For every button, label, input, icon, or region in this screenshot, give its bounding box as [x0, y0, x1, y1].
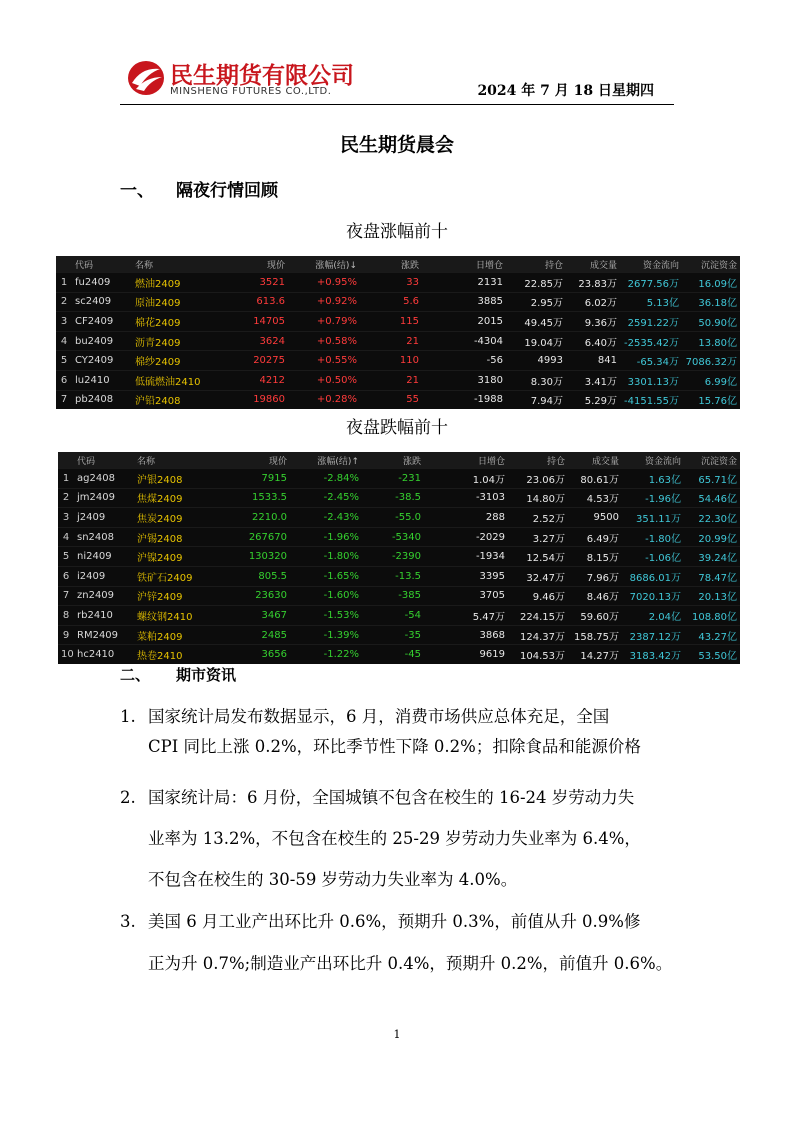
column-header-pct[interactable]: 涨幅(结)↓ [288, 256, 360, 273]
cell-index: 2 [56, 292, 72, 312]
cell-pct: -2.43% [290, 508, 362, 528]
cell-change: -35 [362, 625, 424, 645]
cell-pct: -2.45% [290, 488, 362, 508]
cell-price: 2485 [228, 625, 290, 645]
section-title: 期市资讯 [176, 666, 237, 684]
cell-fund-flow: -1.96亿 [622, 488, 684, 508]
cell-pct: -1.60% [290, 586, 362, 606]
cell-volume: 8.46万 [568, 586, 622, 606]
cell-change: -5340 [362, 527, 424, 547]
column-header-open-interest[interactable]: 持仓 [506, 256, 566, 273]
cell-oi-change: -4304 [422, 331, 506, 351]
cell-oi-change: -3103 [424, 488, 508, 508]
report-date: 2024 年 7 月 18 日星期四 [477, 83, 654, 99]
cell-volume: 9.36万 [566, 312, 620, 332]
section-heading-futures-news [120, 664, 236, 685]
cell-code: bu2409 [72, 331, 132, 351]
cell-fund-flow: -65.34万 [620, 351, 682, 371]
header-index [58, 452, 74, 469]
cell-name: 热卷2410 [134, 645, 228, 664]
cell-deposit: 6.99亿 [682, 370, 740, 390]
table-row[interactable] [56, 292, 740, 312]
section-heading-market-review [120, 176, 278, 201]
cell-change: 33 [360, 273, 422, 293]
cell-change: 21 [360, 370, 422, 390]
table-row[interactable] [58, 488, 740, 508]
cell-volume: 6.02万 [566, 292, 620, 312]
header-index [56, 256, 72, 273]
cell-change: -38.5 [362, 488, 424, 508]
cell-change: 21 [360, 331, 422, 351]
section-number: 一、 [120, 181, 154, 201]
column-header-volume[interactable]: 成交量 [566, 256, 620, 273]
table-row[interactable] [58, 566, 740, 586]
cell-oi-change: -56 [422, 351, 506, 371]
cell-change: -55.0 [362, 508, 424, 528]
cell-open-interest: 2.95万 [506, 292, 566, 312]
cell-fund-flow: 1.63亿 [622, 469, 684, 489]
cell-deposit: 50.90亿 [682, 312, 740, 332]
cell-fund-flow: -4151.55万 [620, 390, 682, 409]
column-header-oi-change[interactable]: 日增仓 [424, 452, 508, 469]
news-line: 不包含在校生的 30-59 岁劳动力失业率为 4.0%。 [148, 870, 518, 889]
cell-deposit: 7086.32万 [682, 351, 740, 371]
cell-oi-change: 3868 [424, 625, 508, 645]
cell-price: 1533.5 [228, 488, 290, 508]
cell-index: 7 [56, 390, 72, 409]
cell-pct: -1.39% [290, 625, 362, 645]
cell-open-interest: 23.06万 [508, 469, 568, 489]
cell-volume: 59.60万 [568, 606, 622, 626]
cell-index: 8 [58, 606, 74, 626]
page-number: 1 [393, 1028, 401, 1041]
cell-fund-flow: -1.80亿 [622, 527, 684, 547]
column-header-code[interactable]: 代码 [74, 452, 134, 469]
cell-volume: 80.61万 [568, 469, 622, 489]
cell-index: 9 [58, 625, 74, 645]
cell-code: sn2408 [74, 527, 134, 547]
logo-chinese-name: 民生期货有限公司 [170, 63, 354, 89]
down-table-title: 夜盘跌幅前十 [346, 418, 448, 438]
cell-index: 3 [58, 508, 74, 528]
cell-fund-flow: -1.06亿 [622, 547, 684, 567]
cell-volume: 8.15万 [568, 547, 622, 567]
cell-pct: +0.58% [288, 331, 360, 351]
table-row[interactable] [56, 370, 740, 390]
cell-index: 1 [56, 273, 72, 293]
cell-pct: +0.79% [288, 312, 360, 332]
cell-oi-change: -1934 [424, 547, 508, 567]
cell-open-interest: 4993 [506, 351, 566, 371]
cell-price: 19860 [226, 390, 288, 409]
cell-name: 棉花2409 [132, 312, 226, 332]
cell-index: 5 [58, 547, 74, 567]
cell-open-interest: 224.15万 [508, 606, 568, 626]
table-row[interactable] [56, 273, 740, 293]
cell-oi-change: -1988 [422, 390, 506, 409]
table-row[interactable] [58, 547, 740, 567]
table-row[interactable] [58, 606, 740, 626]
cell-code: ag2408 [74, 469, 134, 489]
table-row[interactable] [58, 527, 740, 547]
cell-deposit: 16.09亿 [682, 273, 740, 293]
cell-code: ni2409 [74, 547, 134, 567]
cell-fund-flow: 2591.22万 [620, 312, 682, 332]
news-line: CPI 同比上涨 0.2%，环比季节性下降 0.2%；扣除食品和能源价格 [148, 737, 641, 756]
cell-change: -385 [362, 586, 424, 606]
cell-oi-change: 3180 [422, 370, 506, 390]
cell-name: 低硫燃油2410 [132, 370, 226, 390]
cell-deposit: 36.18亿 [682, 292, 740, 312]
cell-code: jm2409 [74, 488, 134, 508]
cell-open-interest: 12.54万 [508, 547, 568, 567]
cell-deposit: 22.30亿 [684, 508, 740, 528]
cell-name: 沪镍2409 [134, 547, 228, 567]
company-logo [126, 55, 386, 101]
cell-deposit: 54.46亿 [684, 488, 740, 508]
cell-volume: 14.27万 [568, 645, 622, 664]
cell-volume: 7.96万 [568, 566, 622, 586]
column-header-name[interactable]: 名称 [132, 256, 226, 273]
column-header-change[interactable]: 涨跌 [362, 452, 424, 469]
cell-oi-change: 3395 [424, 566, 508, 586]
cell-open-interest: 7.94万 [506, 390, 566, 409]
table-row[interactable] [58, 625, 740, 645]
cell-deposit: 39.24亿 [684, 547, 740, 567]
news-line: 正为升 0.7%;制造业产出环比升 0.4%，预期升 0.2%，前值升 0.6%。 [148, 954, 673, 973]
cell-change: -13.5 [362, 566, 424, 586]
cell-name: 焦炭2409 [134, 508, 228, 528]
cell-code: i2409 [74, 566, 134, 586]
cell-name: 原油2409 [132, 292, 226, 312]
cell-deposit: 13.80亿 [682, 331, 740, 351]
cell-name: 沪锡2408 [134, 527, 228, 547]
news-line: 国家统计局发布数据显示，6 月，消费市场供应总体充足，全国 [148, 707, 610, 726]
cell-open-interest: 124.37万 [508, 625, 568, 645]
column-header-code[interactable]: 代码 [72, 256, 132, 273]
cell-pct: +0.92% [288, 292, 360, 312]
cell-volume: 4.53万 [568, 488, 622, 508]
cell-pct: +0.50% [288, 370, 360, 390]
cell-price: 23630 [228, 586, 290, 606]
table-header-row [58, 452, 740, 469]
cell-oi-change: -2029 [424, 527, 508, 547]
cell-oi-change: 2131 [422, 273, 506, 293]
column-header-pct[interactable]: 涨幅(结)↑ [290, 452, 362, 469]
cell-volume: 3.41万 [566, 370, 620, 390]
cell-code: lu2410 [72, 370, 132, 390]
column-header-deposit[interactable]: 沉淀资金 [684, 452, 740, 469]
news-number: 2. [120, 788, 136, 807]
cell-code: CY2409 [72, 351, 132, 371]
news-number: 1. [120, 707, 136, 726]
cell-code: pb2408 [72, 390, 132, 409]
cell-price: 130320 [228, 547, 290, 567]
cell-code: rb2410 [74, 606, 134, 626]
table-row[interactable] [56, 351, 740, 371]
cell-open-interest: 19.04万 [506, 331, 566, 351]
logo-english-name: MINSHENG FUTURES CO.,LTD. [170, 86, 332, 97]
cell-deposit: 20.13亿 [684, 586, 740, 606]
cell-code: j2409 [74, 508, 134, 528]
cell-volume: 6.49万 [568, 527, 622, 547]
cell-open-interest: 3.27万 [508, 527, 568, 547]
cell-open-interest: 49.45万 [506, 312, 566, 332]
cell-index: 2 [58, 488, 74, 508]
cell-name: 菜粕2409 [134, 625, 228, 645]
column-header-deposit[interactable]: 沉淀资金 [682, 256, 740, 273]
cell-price: 7915 [228, 469, 290, 489]
cell-pct: -1.80% [290, 547, 362, 567]
cell-fund-flow: 2677.56万 [620, 273, 682, 293]
cell-code: fu2409 [72, 273, 132, 293]
table-row[interactable] [56, 331, 740, 351]
column-header-oi-change[interactable]: 日增仓 [422, 256, 506, 273]
cell-price: 3624 [226, 331, 288, 351]
cell-index: 7 [58, 586, 74, 606]
cell-open-interest: 14.80万 [508, 488, 568, 508]
cell-change: -45 [362, 645, 424, 664]
cell-pct: +0.55% [288, 351, 360, 371]
cell-index: 6 [56, 370, 72, 390]
column-header-open-interest[interactable]: 持仓 [508, 452, 568, 469]
minsheng-logo-icon [126, 59, 166, 97]
cell-volume: 9500 [568, 508, 622, 528]
cell-deposit: 20.99亿 [684, 527, 740, 547]
cell-fund-flow: 7020.13万 [622, 586, 684, 606]
cell-open-interest: 22.85万 [506, 273, 566, 293]
up-table-title: 夜盘涨幅前十 [346, 222, 448, 242]
cell-deposit: 65.71亿 [684, 469, 740, 489]
cell-open-interest: 9.46万 [508, 586, 568, 606]
cell-oi-change: 3885 [422, 292, 506, 312]
cell-deposit: 15.76亿 [682, 390, 740, 409]
cell-change: 5.6 [360, 292, 422, 312]
table-row[interactable] [58, 469, 740, 489]
cell-index: 10 [58, 645, 74, 664]
cell-name: 棉纱2409 [132, 351, 226, 371]
cell-pct: +0.28% [288, 390, 360, 409]
cell-oi-change: 9619 [424, 645, 508, 664]
cell-name: 沥青2409 [132, 331, 226, 351]
cell-oi-change: 288 [424, 508, 508, 528]
cell-open-interest: 8.30万 [506, 370, 566, 390]
cell-index: 1 [58, 469, 74, 489]
cell-price: 613.6 [226, 292, 288, 312]
cell-deposit: 78.47亿 [684, 566, 740, 586]
cell-pct: -1.53% [290, 606, 362, 626]
cell-volume: 158.75万 [568, 625, 622, 645]
table-row[interactable] [56, 312, 740, 332]
column-header-fund-flow[interactable]: 资金流向 [620, 256, 682, 273]
cell-pct: -2.84% [290, 469, 362, 489]
cell-name: 焦煤2409 [134, 488, 228, 508]
table-header-row [56, 256, 740, 273]
table-row[interactable] [56, 390, 740, 409]
cell-oi-change: 1.04万 [424, 469, 508, 489]
cell-fund-flow: 3301.13万 [620, 370, 682, 390]
cell-fund-flow: -2535.42万 [620, 331, 682, 351]
cell-fund-flow: 2387.12万 [622, 625, 684, 645]
cell-name: 沪银2408 [134, 469, 228, 489]
night-losers-table [58, 452, 740, 664]
table-row[interactable] [58, 508, 740, 528]
cell-change: 110 [360, 351, 422, 371]
cell-change: -2390 [362, 547, 424, 567]
cell-index: 4 [58, 527, 74, 547]
cell-name: 燃油2409 [132, 273, 226, 293]
cell-index: 5 [56, 351, 72, 371]
night-gainers-table [56, 256, 740, 409]
cell-fund-flow: 3183.42万 [622, 645, 684, 664]
cell-deposit: 43.27亿 [684, 625, 740, 645]
cell-oi-change: 5.47万 [424, 606, 508, 626]
cell-price: 267670 [228, 527, 290, 547]
column-header-price[interactable]: 现价 [226, 256, 288, 273]
cell-volume: 23.83万 [566, 273, 620, 293]
cell-code: sc2409 [72, 292, 132, 312]
cell-code: hc2410 [74, 645, 134, 664]
section-number: 二、 [120, 666, 151, 684]
cell-fund-flow: 5.13亿 [620, 292, 682, 312]
cell-open-interest: 104.53万 [508, 645, 568, 664]
page-header [120, 52, 674, 105]
column-header-fund-flow[interactable]: 资金流向 [622, 452, 684, 469]
column-header-change[interactable]: 涨跌 [360, 256, 422, 273]
cell-change: -231 [362, 469, 424, 489]
cell-code: RM2409 [74, 625, 134, 645]
news-line: 国家统计局：6 月份，全国城镇不包含在校生的 16-24 岁劳动力失 [148, 788, 635, 807]
column-header-name[interactable]: 名称 [134, 452, 228, 469]
column-header-price[interactable]: 现价 [228, 452, 290, 469]
cell-index: 6 [58, 566, 74, 586]
cell-change: 55 [360, 390, 422, 409]
news-number: 3. [120, 912, 136, 931]
cell-fund-flow: 2.04亿 [622, 606, 684, 626]
cell-name: 沪铅2408 [132, 390, 226, 409]
cell-oi-change: 2015 [422, 312, 506, 332]
table-row[interactable] [58, 645, 740, 664]
cell-code: zn2409 [74, 586, 134, 606]
cell-change: 115 [360, 312, 422, 332]
cell-index: 4 [56, 331, 72, 351]
cell-price: 20275 [226, 351, 288, 371]
cell-pct: -1.22% [290, 645, 362, 664]
cell-volume: 6.40万 [566, 331, 620, 351]
cell-price: 4212 [226, 370, 288, 390]
news-line: 业率为 13.2%，不包含在校生的 25-29 岁劳动力失业率为 6.4%， [148, 829, 641, 848]
cell-fund-flow: 351.11万 [622, 508, 684, 528]
page-title: 民生期货晨会 [339, 134, 454, 156]
cell-open-interest: 2.52万 [508, 508, 568, 528]
cell-volume: 5.29万 [566, 390, 620, 409]
column-header-volume[interactable]: 成交量 [568, 452, 622, 469]
cell-pct: +0.95% [288, 273, 360, 293]
cell-index: 3 [56, 312, 72, 332]
cell-name: 螺纹钢2410 [134, 606, 228, 626]
cell-pct: -1.65% [290, 566, 362, 586]
cell-pct: -1.96% [290, 527, 362, 547]
cell-price: 14705 [226, 312, 288, 332]
cell-name: 铁矿石2409 [134, 566, 228, 586]
cell-oi-change: 3705 [424, 586, 508, 606]
cell-volume: 841 [566, 351, 620, 371]
cell-deposit: 108.80亿 [684, 606, 740, 626]
cell-name: 沪锌2409 [134, 586, 228, 606]
cell-code: CF2409 [72, 312, 132, 332]
cell-open-interest: 32.47万 [508, 566, 568, 586]
table-row[interactable] [58, 586, 740, 606]
section-title: 隔夜行情回顾 [176, 181, 278, 201]
cell-price: 3656 [228, 645, 290, 664]
cell-price: 3467 [228, 606, 290, 626]
cell-fund-flow: 8686.01万 [622, 566, 684, 586]
cell-price: 2210.0 [228, 508, 290, 528]
cell-change: -54 [362, 606, 424, 626]
cell-deposit: 53.50亿 [684, 645, 740, 664]
cell-price: 805.5 [228, 566, 290, 586]
news-line: 美国 6 月工业产出环比升 0.6%，预期升 0.3%，前值从升 0.9%修 [148, 912, 641, 931]
cell-price: 3521 [226, 273, 288, 293]
